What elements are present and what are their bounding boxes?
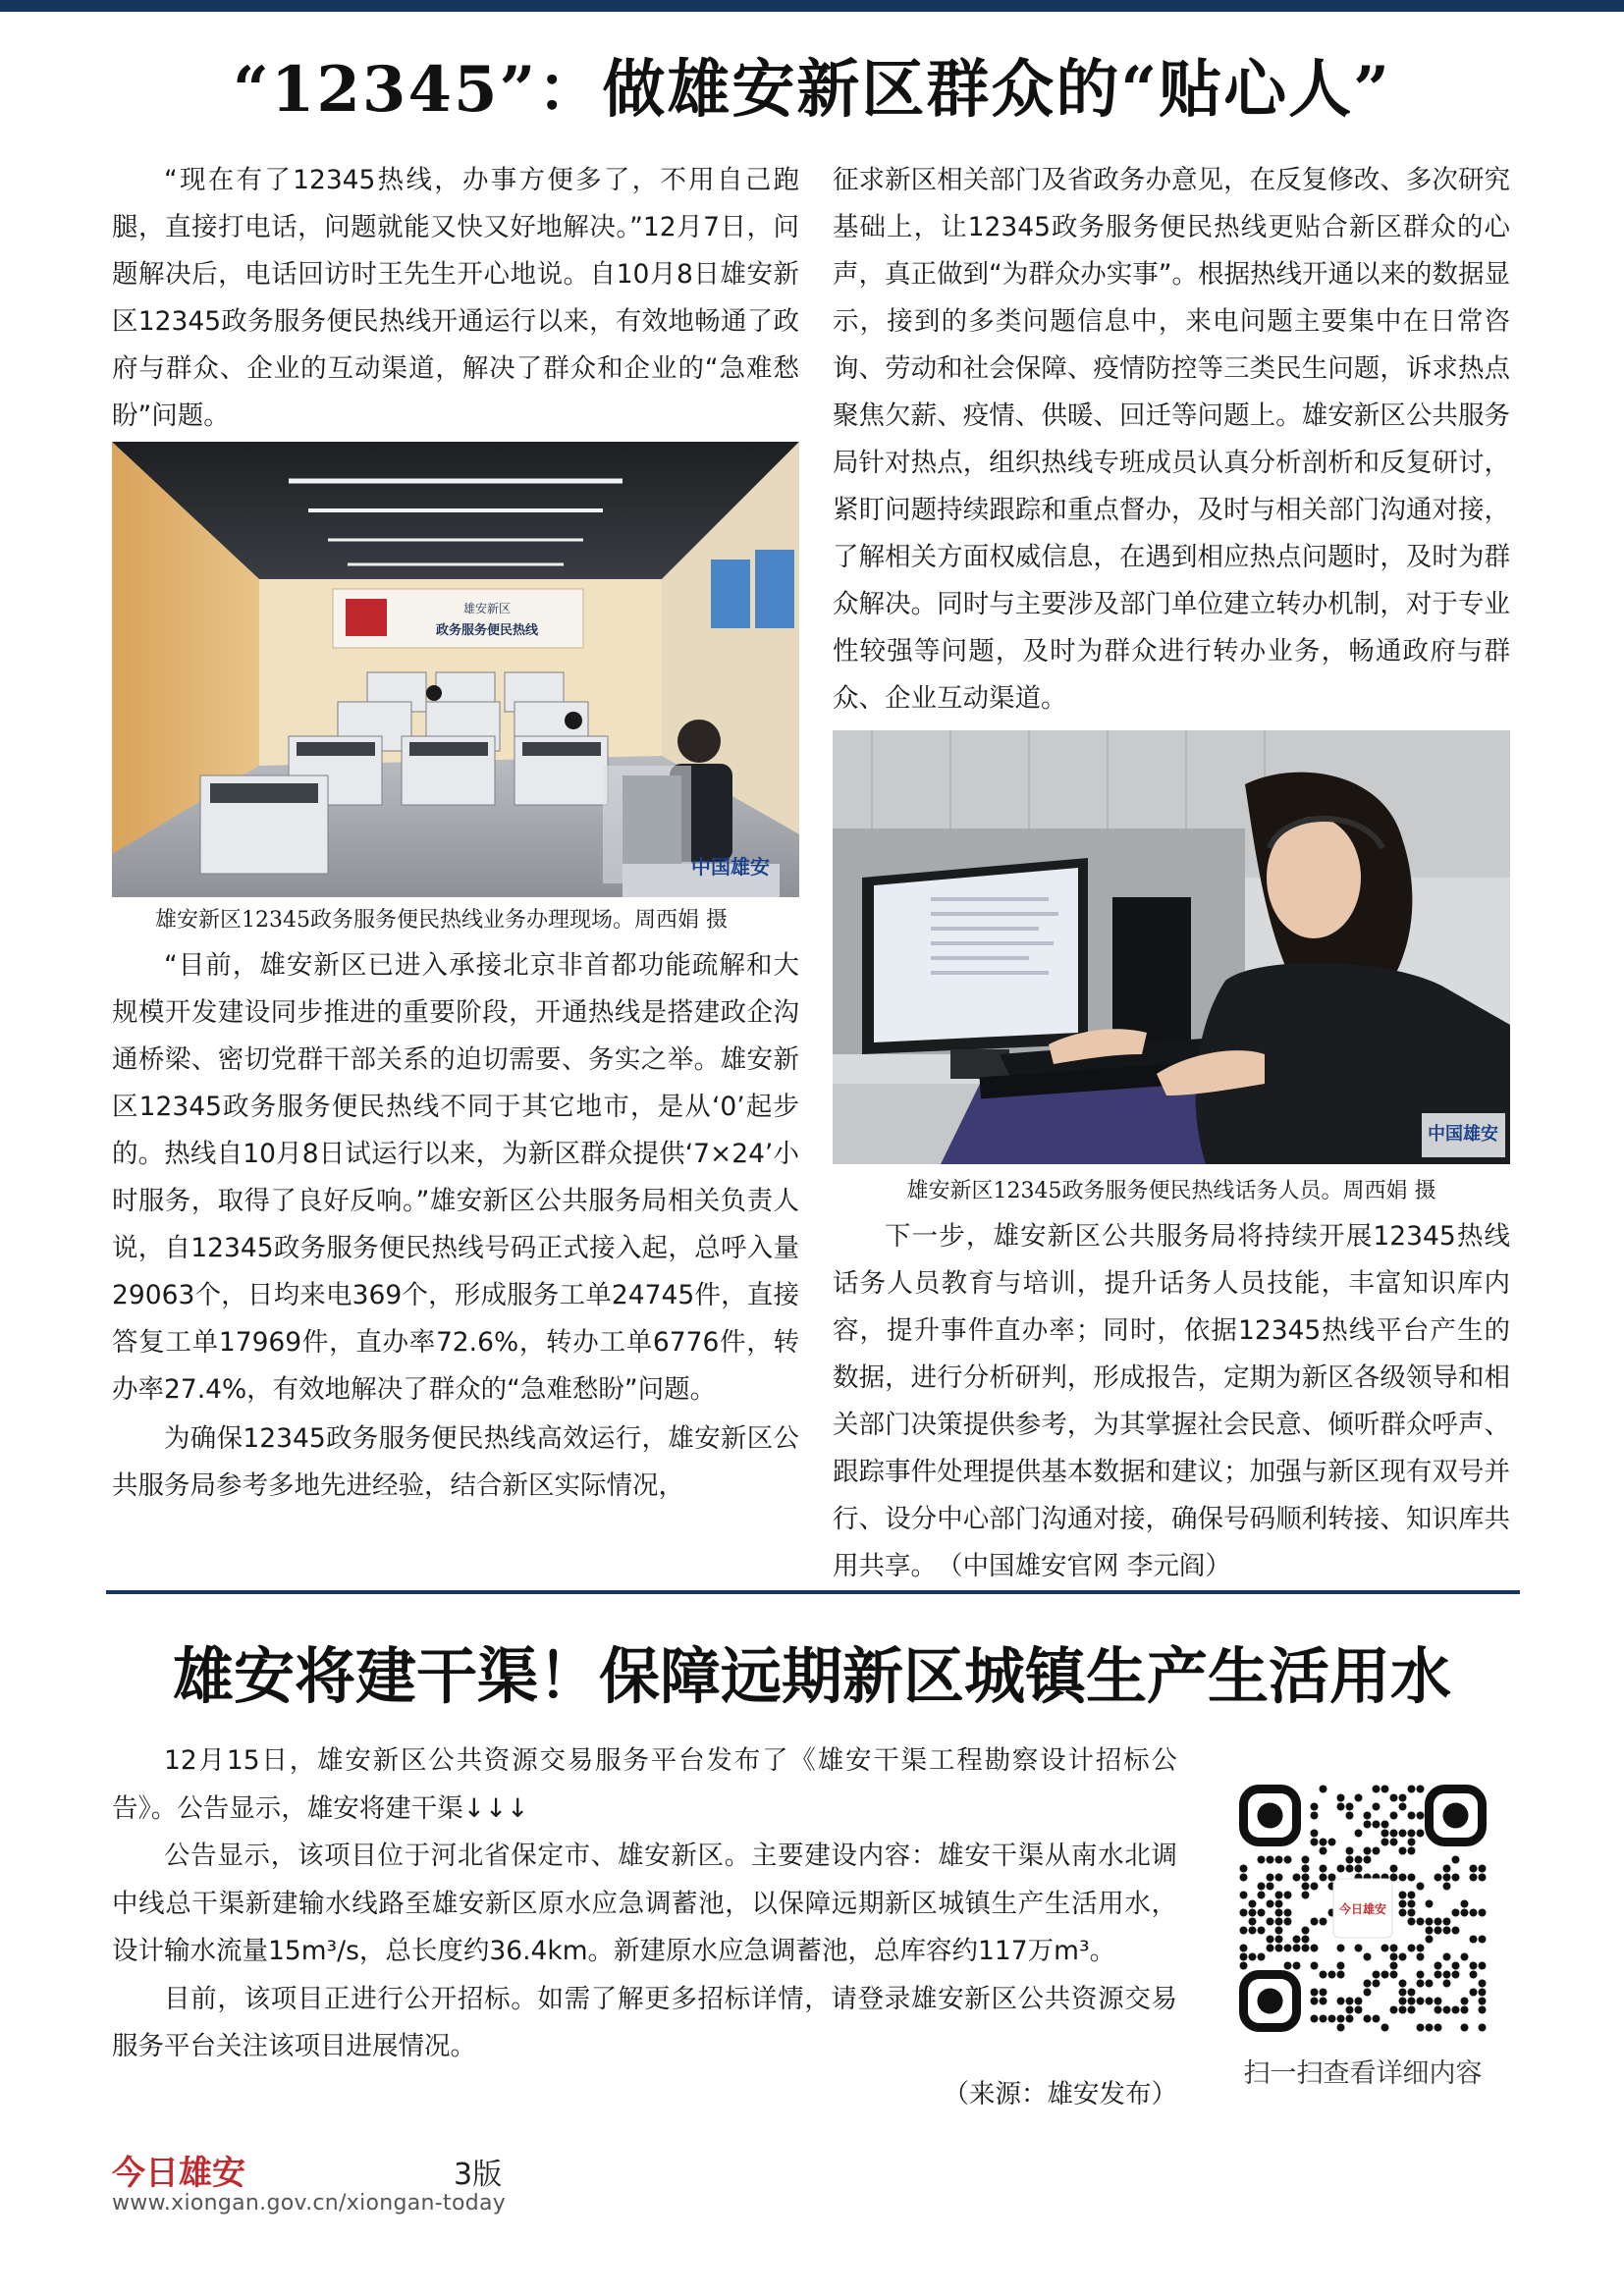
article2-paragraph-3: 目前，该项目正进行公开招标。如需了解更多招标详情，请登录雄安新区公共资源交易服务平台关注该项目进展情况。 bbox=[112, 1983, 1177, 2061]
photo1-caption: 雄安新区12345政务服务便民热线业务办理现场。周西娟 摄 bbox=[155, 908, 728, 933]
article1-right-paragraph-2: 下一步，雄安新区公共服务局将持续开展12345热线话务人员教育与培训，提升话务人员技能，丰富知识库内容，提升事件直办率；同时，依据12345热线平台产生的数据，进行分析研判，形成报告，定期为新区各级领导和相关部门决策提供参考，为其掌握社会民意、倾听群众呼声、跟踪事件处理提供基本数据和建议；加强与新区现有双号并行、设分中心部门沟通对接，确保号码顺利转接、知识库共用共享。 （中国雄安官网 李元阎） bbox=[833, 1221, 1510, 1581]
watermark-text-2: 中国雄安 bbox=[1428, 1124, 1498, 1145]
qr-center-logo: 今日雄安 bbox=[1338, 1902, 1387, 1916]
brand-logo: 今日雄安 bbox=[112, 2154, 245, 2193]
qr-code[interactable] bbox=[1239, 1785, 1487, 2032]
operator-photo bbox=[833, 730, 1510, 1164]
sign-text-line2: 政务服务便民热线 bbox=[435, 623, 539, 638]
section-divider bbox=[106, 1590, 1520, 1594]
article1-left-column bbox=[112, 157, 799, 1510]
qr-code-block bbox=[1239, 1785, 1487, 2090]
article2-paragraph-1: 12月15日，雄安新区公共资源交易服务平台发布了《雄安干渠工程勘察设计招标公告》。公告显示，雄安将建干渠↓↓↓ bbox=[112, 1745, 1177, 1824]
article2-title: 雄安将建干渠！保障远期新区城镇生产生活用水 bbox=[172, 1640, 1451, 1712]
article1-right-paragraph-1: 征求新区相关部门及省政务办意见，在反复修改、多次研究基础上，让12345政务服务便民热线更贴合新区群众的心声，真正做到“为群众办实事”。根据热线开通以来的数据显示，接到的多类问题信息中，来电问题主要集中在日常咨询、劳动和社会保障、疫情防控等三类民生问题，诉求热点聚焦欠薪、疫情、供暖、回迁等问题上。雄安新区公共服务局针对热点，组织热线专班成员认真分析剖析和反复研讨，紧盯问题持续跟踪和重点督办，及时与相关部门沟通对接，了解相关方面权威信息，在遇到相应热点问题时，及时为群众解决。同时与主要涉及部门单位建立转办机制，对于专业性较强等问题，及时为群众进行转办业务，畅通政府与群众、企业互动渠道。 bbox=[833, 165, 1510, 714]
article1-paragraph-1: “现在有了12345热线，办事方便多了，不用自己跑腿，直接打电话，问题就能又快又好地解决。”12月7日，问题解决后，电话回访时王先生开心地说。自10月8日雄安新区12345政务服务便民热线开通运行以来，有效地畅通了政府与群众、企业的互动渠道，解决了群众和企业的“急难愁盼”问题。 bbox=[112, 165, 799, 431]
top-color-bar bbox=[0, 0, 1624, 12]
sign-text-line1: 雄安新区 bbox=[462, 602, 512, 615]
article1-right-column bbox=[833, 157, 1510, 1590]
page-number: 3版 bbox=[454, 2158, 503, 2192]
article1-paragraph-2: “目前，雄安新区已进入承接北京非首都功能疏解和大规模开发建设同步推进的重要阶段，开通热线是搭建政企沟通桥梁、密切党群干部关系的迫切需要、务实之举。雄安新区12345政务服务便民热线不同于其它地市，是从‘0’起步的。热线自10月8日试运行以来，为新区群众提供‘7×24’小时服务，取得了良好反响。”雄安新区公共服务局相关负责人说，自12345政务服务便民热线号码正式接入起，总呼入量29063个，日均来电369个，形成服务工单24745件，直接答复工单17969件，直办率72.6%，转办工单6776件，转办率27.4%，有效地解决了群众的“急难愁盼”问题。 bbox=[112, 950, 799, 1405]
article2-source: （来源：雄安发布） bbox=[943, 2078, 1177, 2109]
photo2-caption: 雄安新区12345政务服务便民热线话务人员。周西娟 摄 bbox=[906, 1179, 1436, 1203]
article2-body bbox=[112, 1737, 1177, 2118]
qr-caption: 扫一扫查看详细内容 bbox=[1243, 2058, 1483, 2089]
call-center-photo bbox=[112, 442, 799, 897]
article1-paragraph-3: 为确保12345政务服务便民热线高效运行，雄安新区公共服务局参考多地先进经验，结合新区实际情况， bbox=[112, 1423, 799, 1501]
article2-paragraph-2: 公告显示，该项目位于河北省保定市、雄安新区。主要建设内容：雄安干渠从南水北调中线总干渠新建输水线路至雄安新区原水应急调蓄池，以保障远期新区城镇生产生活用水，设计输水流量15m³/s，总长度约36.4km。新建原水应急调蓄池，总库容约117万m³。 bbox=[112, 1841, 1177, 1966]
article1-title: “12345”：做雄安新区群众的“贴心人” bbox=[233, 53, 1391, 127]
website-link[interactable]: www.xiongan.gov.cn/xiongan-today bbox=[112, 2191, 507, 2216]
watermark-text: 中国雄安 bbox=[691, 855, 770, 879]
